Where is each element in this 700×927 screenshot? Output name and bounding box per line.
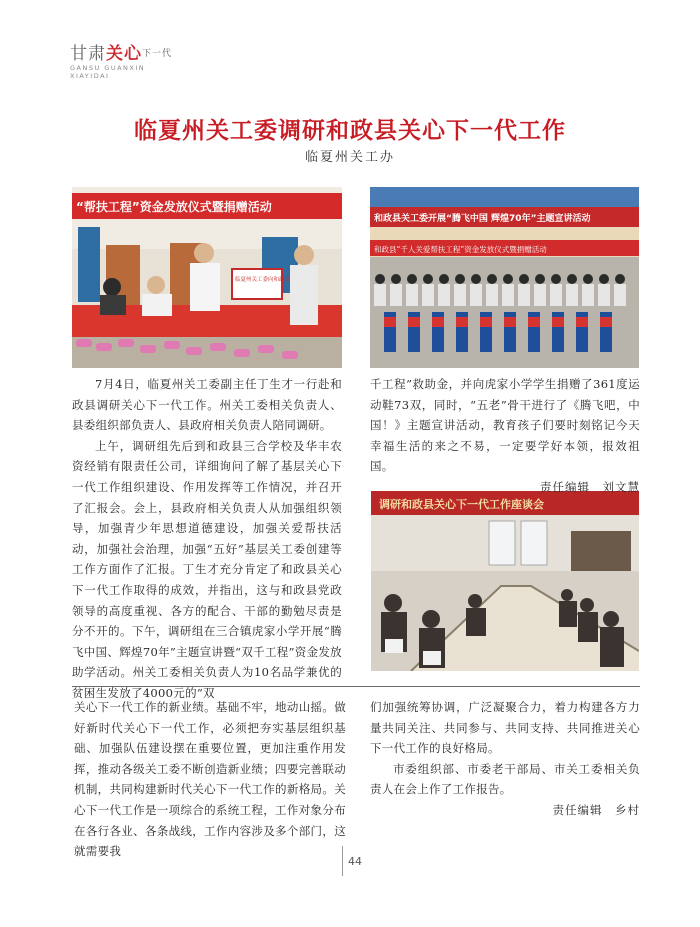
photo1-banner: “帮扶工程”资金发放仪式暨捐赠活动 xyxy=(76,200,272,214)
photo2-banner-1: 和政县关工委开展“腾飞中国 辉煌70年”主题宣讲活动 xyxy=(374,214,591,224)
photo1-sign: 临夏州关工委向和政县 xyxy=(235,277,291,283)
paragraph: 千工程”救助金，并向虎家小学学生捐赠了361度运动鞋73双，同时，“五老”骨干进行了《腾飞吧，中国！》主题宣讲活动，教育孩子们要时刻铭记今天幸福生活的来之不易，一定要学好本领，报效祖国。 xyxy=(370,377,640,474)
logo-main: 关心 xyxy=(106,44,142,64)
article-byline: 临夏州关工办 xyxy=(304,150,395,165)
magazine-logo xyxy=(70,44,180,80)
photo-donation-ceremony xyxy=(72,187,342,368)
article-column-1 xyxy=(72,374,342,704)
article-column-4 xyxy=(370,697,640,821)
paragraph: 关心下一代工作的新业绩。基础不牢，地动山摇。做好新时代关心下一代工作，必须把夯实基层组织基础、加强队伍建设摆在重要位置，更加注重作用发挥，推动各级关工委不断创造新业绩；四要完善联动机制，共同构建新时代关心下一代工作的新格局。关心下一代工作是一项综合的系统工程，工作对象分布在各行各业、各条战线，工作内容涉及多个部门，这就需要我 xyxy=(74,700,346,859)
paragraph: 上午，调研组先后到和政县三合学校及华丰农资经销有限责任公司，详细询问了解了基层关心下一代工作组织建设、作用发挥等工作情况，并召开了汇报会。会上，县政府相关负责人从加强组织领导，加强青少年思想道德建设，加强关爱帮扶活动，加强社会治理，加强“五好”基层关工委创建等工作方面作了汇报。丁生才充分肯定了和政县关心下一代工作取得的成效，并指出，这与和政县党政领导的高度重视、各方的配合、干部的勤勉尽责是分不开的。下午，调研组在三合镇虎家小学开展“腾飞中国、辉煌70年”主题宣讲暨“双千工程”资金发放助学活动。州关工委相关负责人为10名品学兼优的贫困生发放了4000元的“双 xyxy=(72,438,342,700)
photo3-banner: 调研和政县关心下一代工作座谈会 xyxy=(379,498,544,511)
logo-en-line-1: GANSU GUANXIN xyxy=(70,64,146,72)
paragraph: 市委组织部、市委老干部局、市关工委相关负责人在会上作了工作报告。 xyxy=(370,761,640,797)
logo-en-line-2: XIAYIDAI xyxy=(70,72,110,80)
photo-students-assembly xyxy=(370,187,639,368)
footer-divider xyxy=(342,846,343,876)
photo-meeting-room xyxy=(371,491,639,671)
paragraph: 们加强统筹协调，广泛凝聚合力，着力构建各方力量共同关注、共同参与、共同支持、共同推进关心下一代工作的良好格局。 xyxy=(370,700,640,756)
section-divider xyxy=(72,686,640,687)
responsible-editor-2: 责任编辑 乡村 xyxy=(552,802,640,817)
logo-tail: 下一代 xyxy=(142,49,173,59)
responsible-editor-1: 责任编辑 刘文慧 xyxy=(540,479,640,494)
photo2-banner-2: 和政县“千人关爱帮扶工程”资金发放仪式暨捐赠活动 xyxy=(374,245,547,254)
paragraph: 7月4日，临夏州关工委副主任丁生才一行赴和政县调研关心下一代工作。州关工委相关负责人、县委组织部负责人、县政府相关负责人陪同调研。 xyxy=(72,377,342,433)
logo-lead: 甘肃 xyxy=(70,44,106,64)
article-column-3 xyxy=(74,697,346,862)
article-column-2 xyxy=(370,374,640,498)
article-title: 临夏州关工委调研和政县关心下一代工作 xyxy=(134,117,566,144)
page-number: 44 xyxy=(348,855,362,868)
